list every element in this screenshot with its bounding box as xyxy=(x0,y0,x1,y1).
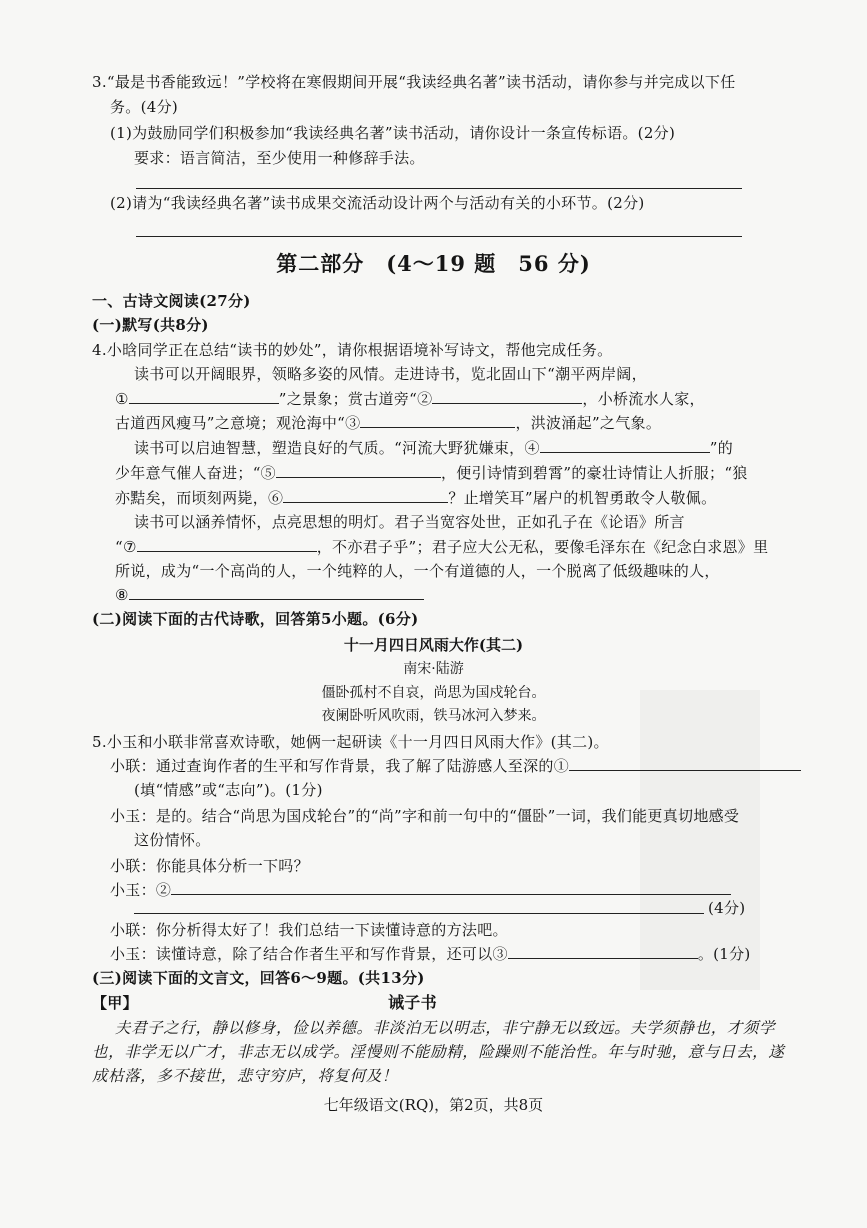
blank-q5-2b xyxy=(134,913,704,914)
part2-title: 第二部分 (4～19 题 56 分) xyxy=(276,251,591,276)
q5-line7: (4分) xyxy=(708,899,746,917)
section1-title: 一、古诗文阅读(27分) xyxy=(92,292,251,310)
q5-intro: 5.小玉和小联非常喜欢诗歌，她俩一起研读《十一月四日风雨大作》(其二)。 xyxy=(92,733,609,751)
passage-line3: 成枯落，多不接世，悲守穷庐，将复何及！ xyxy=(92,1067,398,1085)
q4-p2-line2-start: 少年意气催人奋进；“⑤ xyxy=(115,464,276,482)
blank-q5-3[interactable] xyxy=(508,944,698,959)
q5-line4: 这份情怀。 xyxy=(134,831,211,849)
q4-p1-line1: 读书可以开阔眼界，领略多姿的风情。走进诗书，览北固山下“潮平两岸阔， xyxy=(134,365,647,383)
q4-p2-line2-end: ，便引诗情到碧霄”的豪壮诗情让人折服；“狼 xyxy=(440,464,748,482)
blank-4[interactable] xyxy=(540,438,710,453)
q5-line5: 小联：你能具体分析一下吗？ xyxy=(110,857,309,875)
q4-p2-line2 xyxy=(115,463,748,483)
q5-line3: 小玉：是的。结合“尚思为国戍轮台”的“尚”字和前一句中的“僵卧”一词，我们能更真切地感受 xyxy=(110,807,740,825)
q4-p1-line3 xyxy=(115,413,661,433)
q3-line1: 3.“最是书香能致远！”学校将在寒假期间开展“我读经典名著”读书活动，请你参与并完成以下任 xyxy=(92,73,736,91)
q3-sub1: (1)为鼓励同学们积极参加“我读经典名著”读书活动，请你设计一条宣传标语。(2分) xyxy=(110,124,676,142)
q5-line2: (填“情感”或“志向”)。(1分) xyxy=(134,781,323,799)
answer-line-q3-2 xyxy=(136,236,742,237)
blank-7[interactable] xyxy=(137,537,317,552)
q4-p3-line3: 所说，成为“一个高尚的人，一个纯粹的人，一个有道德的人，一个脱离了低级趣味的人， xyxy=(115,562,720,580)
q4-p3-line2-start: “⑦ xyxy=(115,538,137,556)
poem-author: 南宋·陆游 xyxy=(403,661,464,677)
passage-tag: 【甲】 xyxy=(92,994,138,1012)
q4-p2-line3-start: 亦黠矣，而顷刻两毙，⑥ xyxy=(115,489,284,507)
poem-line1: 僵卧孤村不自哀，尚思为国戍轮台。 xyxy=(321,685,546,701)
passage-line2: 也，非学无以广才，非志无以成学。淫慢则不能励精，险躁则不能治性。年与时驰，意与日去，遂 xyxy=(92,1043,785,1061)
blank-5[interactable] xyxy=(276,463,441,478)
q5-line9-text: 小玉：读懂诗意，除了结合作者生平和写作背景，还可以③ xyxy=(110,945,508,963)
q5-line6-text: 小玉：② xyxy=(110,881,172,899)
q4-p1-line3-end: ，洪波涌起”之气象。 xyxy=(515,414,662,432)
q3-line2: 务。(4分) xyxy=(110,98,179,116)
q3-sub2: (2)请为“我读经典名著”读书成果交流活动设计两个与活动有关的小环节。(2分) xyxy=(110,194,645,212)
section2-title: (二)阅读下面的古代诗歌，回答第5小题。(6分) xyxy=(92,610,419,628)
q4-p1-line2-mid: ”之景象；赏古道旁“② xyxy=(278,390,433,408)
q4-p3-line1: 读书可以涵养情怀，点亮思想的明灯。君子当宽容处世，正如孔子在《论语》所言 xyxy=(134,513,685,531)
q5-line9 xyxy=(110,944,751,964)
passage-title: 诫子书 xyxy=(388,993,437,1012)
q4-p2-line1-end: ”的 xyxy=(709,439,734,457)
poem-title: 十一月四日风雨大作(其二) xyxy=(343,636,524,654)
q4-p1-line2-end: ，小桥流水人家， xyxy=(582,390,705,408)
q4-p2-line3 xyxy=(115,488,716,508)
q4-intro: 4.小晗同学正在总结“读书的妙处”，请你根据语境补写诗文，帮他完成任务。 xyxy=(92,341,613,359)
q5-line1-text: 小联：通过查询作者的生平和写作背景，我了解了陆游感人至深的① xyxy=(110,757,570,775)
q4-p3-line2 xyxy=(115,537,768,557)
section1-sub: (一)默写(共8分) xyxy=(92,316,209,334)
q4-p2-line3-end: ？止增笑耳”屠户的机智勇敢令人敬佩。 xyxy=(448,489,717,507)
blank-1[interactable] xyxy=(129,389,279,404)
q5-line6 xyxy=(110,880,731,900)
blank-label-1: ① xyxy=(115,390,129,408)
blank-label-8: ⑧ xyxy=(115,586,129,604)
poem-line2: 夜阑卧听风吹雨，铁马冰河入梦来。 xyxy=(321,708,546,724)
q4-p1-line3-start: 古道西风瘦马”之意境；观沧海中“③ xyxy=(115,414,361,432)
page-footer: 七年级语文(RQ)，第2页，共8页 xyxy=(323,1096,544,1114)
q4-p2-line1-start: 读书可以启迪智慧，塑造良好的气质。“河流大野犹嫌束，④ xyxy=(134,439,540,457)
q5-line9-end: 。(1分) xyxy=(697,945,751,963)
q4-p1-line2 xyxy=(115,389,705,409)
answer-line-q3-1 xyxy=(136,188,742,189)
passage-line1: 夫君子之行，静以修身，俭以养德。非淡泊无以明志，非宁静无以致远。夫学须静也，才须学 xyxy=(115,1019,776,1037)
blank-8[interactable] xyxy=(129,585,424,600)
blank-q5-2a[interactable] xyxy=(171,880,731,895)
blank-3[interactable] xyxy=(360,413,515,428)
blank-2[interactable] xyxy=(432,389,582,404)
q5-line1 xyxy=(110,756,801,776)
section3-title: (三)阅读下面的文言文，回答6～9题。(共13分) xyxy=(92,969,425,987)
blank-q5-1[interactable] xyxy=(569,756,801,771)
q4-p3-line2-end: ，不亦君子乎”；君子应大公无私，要像毛泽东在《纪念白求恩》里 xyxy=(316,538,769,556)
blank-6[interactable] xyxy=(283,488,448,503)
q3-sub1-requirement: 要求：语言简洁，至少使用一种修辞手法。 xyxy=(134,149,425,167)
q5-line8: 小联：你分析得太好了！我们总结一下读懂诗意的方法吧。 xyxy=(110,921,508,939)
q4-p3-line4 xyxy=(115,585,424,605)
q4-p2-line1 xyxy=(134,438,733,458)
